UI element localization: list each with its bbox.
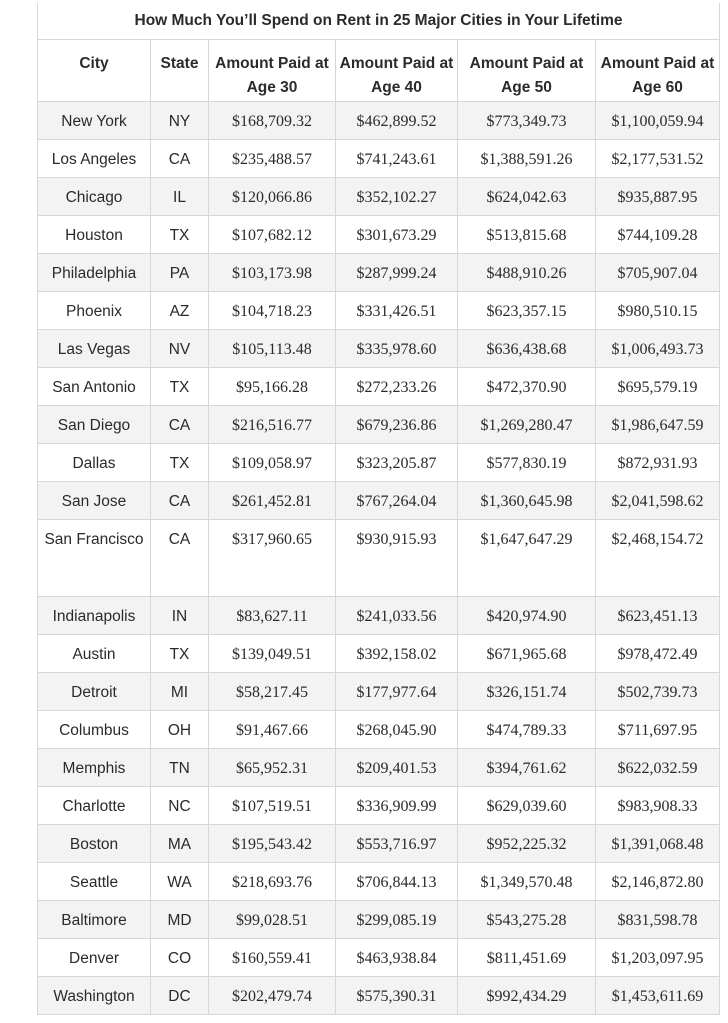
cell-age-30: $104,718.23 (209, 292, 336, 330)
cell-age-40: $930,915.93 (336, 520, 458, 597)
cell-age-60: $872,931.93 (596, 444, 720, 482)
header-age-50: Amount Paid at Age 50 (458, 40, 596, 102)
cell-state: NC (151, 787, 209, 825)
cell-age-60: $1,006,493.73 (596, 330, 720, 368)
table-row (38, 863, 720, 901)
cell-age-30: $58,217.45 (209, 673, 336, 711)
table-row (38, 368, 720, 406)
table-row (38, 939, 720, 977)
cell-age-60: $2,146,872.80 (596, 863, 720, 901)
cell-age-50: $577,830.19 (458, 444, 596, 482)
cell-age-40: $268,045.90 (336, 711, 458, 749)
cell-age-30: $235,488.57 (209, 140, 336, 178)
cell-state: MD (151, 901, 209, 939)
cell-age-40: $209,401.53 (336, 749, 458, 787)
cell-age-50: $513,815.68 (458, 216, 596, 254)
cell-age-60: $980,510.15 (596, 292, 720, 330)
table-row (38, 444, 720, 482)
table-row (38, 673, 720, 711)
table-row (38, 330, 720, 368)
cell-age-50: $629,039.60 (458, 787, 596, 825)
cell-age-30: $139,049.51 (209, 635, 336, 673)
cell-state: CA (151, 406, 209, 444)
cell-age-60: $2,468,154.72 (596, 520, 720, 597)
cell-state: AZ (151, 292, 209, 330)
cell-age-40: $272,233.26 (336, 368, 458, 406)
cell-age-50: $1,360,645.98 (458, 482, 596, 520)
cell-age-40: $331,426.51 (336, 292, 458, 330)
cell-city: Columbus (38, 711, 151, 749)
cell-age-40: $679,236.86 (336, 406, 458, 444)
cell-age-60: $705,907.04 (596, 254, 720, 292)
cell-state: CA (151, 140, 209, 178)
cell-city: Baltimore (38, 901, 151, 939)
cell-age-50: $811,451.69 (458, 939, 596, 977)
cell-age-50: $624,042.63 (458, 178, 596, 216)
cell-state: TN (151, 749, 209, 787)
cell-age-60: $744,109.28 (596, 216, 720, 254)
cell-age-40: $462,899.52 (336, 102, 458, 140)
cell-city: Denver (38, 939, 151, 977)
cell-age-40: $241,033.56 (336, 597, 458, 635)
cell-age-60: $1,453,611.69 (596, 977, 720, 1015)
cell-city: Washington (38, 977, 151, 1015)
cell-city: San Jose (38, 482, 151, 520)
cell-age-60: $1,100,059.94 (596, 102, 720, 140)
cell-age-30: $83,627.11 (209, 597, 336, 635)
cell-age-30: $218,693.76 (209, 863, 336, 901)
cell-age-40: $767,264.04 (336, 482, 458, 520)
cell-state: TX (151, 216, 209, 254)
cell-age-50: $1,388,591.26 (458, 140, 596, 178)
rent-table-container (37, 3, 719, 1015)
table-row (38, 787, 720, 825)
cell-age-40: $335,978.60 (336, 330, 458, 368)
cell-city: Dallas (38, 444, 151, 482)
cell-city: Chicago (38, 178, 151, 216)
cell-city: Los Angeles (38, 140, 151, 178)
cell-age-40: $177,977.64 (336, 673, 458, 711)
cell-age-40: $741,243.61 (336, 140, 458, 178)
table-row (38, 711, 720, 749)
cell-age-40: $392,158.02 (336, 635, 458, 673)
cell-age-30: $99,028.51 (209, 901, 336, 939)
cell-state: CA (151, 520, 209, 597)
cell-state: NV (151, 330, 209, 368)
cell-age-60: $1,203,097.95 (596, 939, 720, 977)
cell-city: San Antonio (38, 368, 151, 406)
cell-state: PA (151, 254, 209, 292)
cell-state: CO (151, 939, 209, 977)
cell-age-50: $472,370.90 (458, 368, 596, 406)
cell-age-50: $1,269,280.47 (458, 406, 596, 444)
cell-age-40: $336,909.99 (336, 787, 458, 825)
cell-age-30: $107,682.12 (209, 216, 336, 254)
cell-state: TX (151, 635, 209, 673)
cell-age-60: $695,579.19 (596, 368, 720, 406)
table-row (38, 140, 720, 178)
cell-age-60: $983,908.33 (596, 787, 720, 825)
cell-age-50: $474,789.33 (458, 711, 596, 749)
header-age-30: Amount Paid at Age 30 (209, 40, 336, 102)
cell-age-60: $622,032.59 (596, 749, 720, 787)
table-row (38, 977, 720, 1015)
cell-age-30: $168,709.32 (209, 102, 336, 140)
table-row (38, 216, 720, 254)
header-city: City (38, 40, 151, 102)
table-title: How Much You’ll Spend on Rent in 25 Major Cities in Your Lifetime (38, 3, 720, 40)
cell-age-60: $935,887.95 (596, 178, 720, 216)
table-row (38, 254, 720, 292)
cell-state: MI (151, 673, 209, 711)
cell-age-60: $2,177,531.52 (596, 140, 720, 178)
cell-state: TX (151, 368, 209, 406)
cell-age-50: $420,974.90 (458, 597, 596, 635)
cell-state: CA (151, 482, 209, 520)
cell-city: Indianapolis (38, 597, 151, 635)
cell-state: IN (151, 597, 209, 635)
cell-city: San Francisco (38, 520, 151, 597)
cell-age-50: $394,761.62 (458, 749, 596, 787)
cell-age-50: $1,647,647.29 (458, 520, 596, 597)
cell-age-40: $323,205.87 (336, 444, 458, 482)
cell-age-50: $623,357.15 (458, 292, 596, 330)
cell-age-30: $160,559.41 (209, 939, 336, 977)
cell-age-50: $952,225.32 (458, 825, 596, 863)
cell-age-60: $623,451.13 (596, 597, 720, 635)
cell-age-30: $202,479.74 (209, 977, 336, 1015)
cell-age-50: $326,151.74 (458, 673, 596, 711)
cell-city: Boston (38, 825, 151, 863)
cell-state: MA (151, 825, 209, 863)
table-row (38, 597, 720, 635)
cell-city: San Diego (38, 406, 151, 444)
cell-city: Detroit (38, 673, 151, 711)
table-row (38, 406, 720, 444)
table-row (38, 749, 720, 787)
cell-city: Houston (38, 216, 151, 254)
cell-age-30: $91,467.66 (209, 711, 336, 749)
cell-state: NY (151, 102, 209, 140)
cell-age-30: $107,519.51 (209, 787, 336, 825)
cell-age-30: $95,166.28 (209, 368, 336, 406)
cell-age-60: $1,391,068.48 (596, 825, 720, 863)
cell-age-30: $261,452.81 (209, 482, 336, 520)
cell-age-30: $105,113.48 (209, 330, 336, 368)
cell-age-30: $109,058.97 (209, 444, 336, 482)
cell-age-60: $978,472.49 (596, 635, 720, 673)
table-row (38, 178, 720, 216)
cell-age-50: $636,438.68 (458, 330, 596, 368)
cell-city: Memphis (38, 749, 151, 787)
cell-city: Philadelphia (38, 254, 151, 292)
cell-state: OH (151, 711, 209, 749)
cell-age-40: $575,390.31 (336, 977, 458, 1015)
cell-age-40: $553,716.97 (336, 825, 458, 863)
cell-city: Las Vegas (38, 330, 151, 368)
cell-city: Charlotte (38, 787, 151, 825)
cell-age-60: $711,697.95 (596, 711, 720, 749)
cell-state: DC (151, 977, 209, 1015)
table-row (38, 482, 720, 520)
table-body (38, 102, 720, 1015)
cell-city: Phoenix (38, 292, 151, 330)
table-row (38, 901, 720, 939)
cell-age-50: $992,434.29 (458, 977, 596, 1015)
cell-state: WA (151, 863, 209, 901)
cell-age-60: $831,598.78 (596, 901, 720, 939)
cell-city: Austin (38, 635, 151, 673)
table-row (38, 292, 720, 330)
cell-age-30: $65,952.31 (209, 749, 336, 787)
cell-age-40: $352,102.27 (336, 178, 458, 216)
cell-age-30: $216,516.77 (209, 406, 336, 444)
cell-age-60: $1,986,647.59 (596, 406, 720, 444)
cell-age-30: $103,173.98 (209, 254, 336, 292)
header-state: State (151, 40, 209, 102)
cell-age-40: $287,999.24 (336, 254, 458, 292)
cell-city: Seattle (38, 863, 151, 901)
table-row (38, 635, 720, 673)
cell-age-30: $120,066.86 (209, 178, 336, 216)
cell-age-30: $317,960.65 (209, 520, 336, 597)
cell-age-50: $543,275.28 (458, 901, 596, 939)
cell-age-40: $299,085.19 (336, 901, 458, 939)
cell-age-40: $301,673.29 (336, 216, 458, 254)
cell-state: IL (151, 178, 209, 216)
cell-age-50: $773,349.73 (458, 102, 596, 140)
cell-city: New York (38, 102, 151, 140)
cell-age-30: $195,543.42 (209, 825, 336, 863)
cell-age-40: $706,844.13 (336, 863, 458, 901)
cell-state: TX (151, 444, 209, 482)
table-row (38, 520, 720, 597)
header-age-40: Amount Paid at Age 40 (336, 40, 458, 102)
table-row (38, 825, 720, 863)
cell-age-50: $1,349,570.48 (458, 863, 596, 901)
cell-age-60: $2,041,598.62 (596, 482, 720, 520)
table-row (38, 102, 720, 140)
cell-age-50: $671,965.68 (458, 635, 596, 673)
cell-age-40: $463,938.84 (336, 939, 458, 977)
header-age-60: Amount Paid at Age 60 (596, 40, 720, 102)
cell-age-50: $488,910.26 (458, 254, 596, 292)
rent-table (37, 3, 720, 1015)
cell-age-60: $502,739.73 (596, 673, 720, 711)
